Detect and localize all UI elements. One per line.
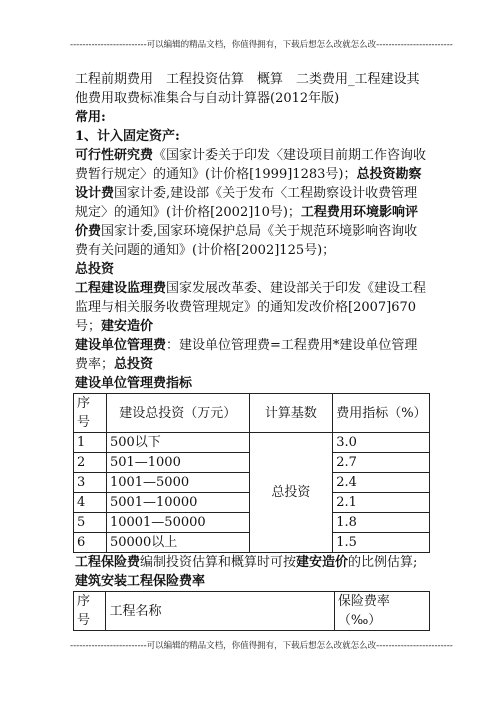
header-rate: 费用指标（%）: [333, 394, 430, 433]
cell-seq: 5: [74, 513, 107, 533]
table-row: [74, 433, 430, 453]
header-investment: 建设总投资（万元）: [106, 394, 249, 433]
top-banner: -------------------------可以编辑的精品文档，你值得拥有，下载后想怎么改就怎么改-------------------------: [70, 40, 453, 50]
header-project-name: 工程名称: [106, 592, 334, 631]
cell-seq: 4: [74, 493, 107, 513]
cell-investment: 10001—50000: [106, 513, 249, 533]
cell-rate: 2.7: [333, 453, 430, 473]
cell-investment: 501—1000: [106, 453, 249, 473]
insurance-rate-table: [73, 591, 430, 631]
paragraph-supervision: [75, 279, 428, 336]
header-base: 计算基数: [249, 394, 333, 433]
text-insurance-desc: 编制投资估算和概算时可按: [140, 555, 297, 570]
text-insurance-desc-end: 的比例估算;: [348, 555, 418, 570]
paragraph-feasibility-survey-env: [75, 146, 428, 260]
management-fee-table: [73, 393, 430, 553]
header-insurance-rate: 保险费率（‰）: [334, 592, 429, 631]
cell-rate: 2.4: [333, 473, 430, 493]
cell-rate: 1.5: [333, 533, 430, 553]
term-env-assessment-fee: 环境影响评价费: [75, 205, 418, 239]
term-supervision-fee: 工程建设监理费: [75, 281, 167, 296]
cell-investment: 5001—10000: [106, 493, 249, 513]
cell-investment: 50000以上: [106, 533, 249, 553]
table2-title: 建筑安装工程保险费率: [75, 574, 206, 589]
text-management-formula: ：建设单位管理费=工程费用*建设单位管理费率；: [75, 338, 418, 372]
cell-rate: 1.8: [333, 513, 430, 533]
term-feasibility-study-fee: 可行性研究费: [75, 148, 154, 163]
header-seq: 序号: [74, 394, 107, 433]
common-heading: 常用:: [75, 110, 106, 125]
header-seq: 序号: [74, 592, 106, 631]
cell-seq: 1: [74, 433, 107, 453]
cell-seq: 6: [74, 533, 107, 553]
term-management-fee: 建设单位管理费: [75, 338, 167, 353]
table-header-row: [74, 394, 430, 433]
term-insurance-fee: 工程保险费: [75, 555, 141, 570]
cell-investment: 1001—5000: [106, 473, 249, 493]
bottom-banner: -------------------------可以编辑的精品文档，你值得拥有，下载后想怎么改就怎么改-------------------------: [70, 641, 453, 651]
term-survey-design-fee: 勘察设计费: [75, 167, 422, 201]
term-construction-cost-2: 建安造价: [296, 555, 349, 570]
section-heading-fixed-assets: 1、计入固定资产:: [75, 129, 180, 144]
document-body: [75, 70, 428, 631]
paragraph-insurance: [75, 553, 428, 572]
term-total-investment-3: 总投资: [114, 357, 154, 372]
text-env-reference: 国家计委,国家环境保护总局《关于规范环境影响咨询收费有关问题的通知》(计价格[2002]125号)；: [75, 224, 418, 258]
table1-title: 建设单位管理费指标: [75, 376, 193, 391]
cell-rate: 3.0: [333, 433, 430, 453]
term-construction-cost: 建安造价: [101, 319, 154, 334]
cell-investment: 500以下: [106, 433, 249, 453]
cell-rate: 2.1: [333, 493, 430, 513]
document-title: 工程前期费用 工程投资估算 概算 二类费用_工程建设其他费用取费标准集合与自动计算器(2012年版): [75, 72, 420, 106]
term-total-investment: 总投资: [356, 167, 396, 182]
cell-base-merged: 总投资: [249, 433, 333, 553]
text-feasibility-reference: 《国家计委关于印发〈建设项目前期工作咨询收费暂行规定〉的通知》(计价格[1999]1283号)；: [75, 148, 427, 182]
text-survey-reference: 国家计委,建设部《关于发布〈工程勘察设计收费管理规定〉的通知》(计价格[2002]10号)；: [75, 186, 418, 220]
term-total-investment-2: 总投资: [75, 262, 115, 277]
cell-seq: 3: [74, 473, 107, 493]
paragraph-management: [75, 336, 428, 374]
table-header-row: [74, 592, 430, 631]
cell-seq: 2: [74, 453, 107, 473]
text-supervision-reference: 国家发展改革委、建设部关于印发《建设工程监理与相关服务收费管理规定》的通知发改价格[2007]670号；: [75, 281, 427, 334]
term-engineering-cost: 工程费用: [300, 205, 353, 220]
